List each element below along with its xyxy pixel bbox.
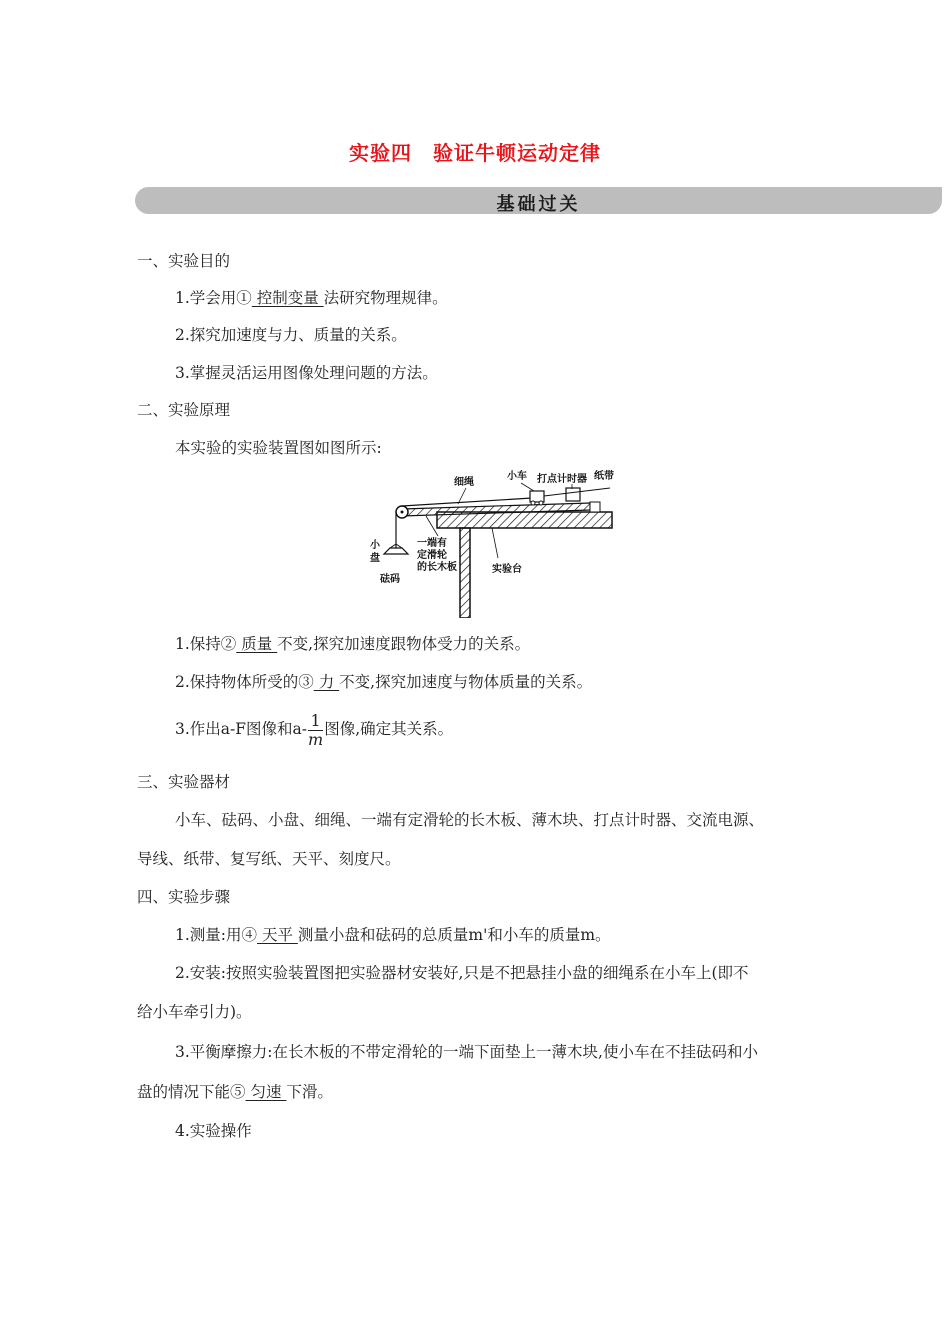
section-heading-equipment: 三、实验器材 [137,773,231,791]
step-2-line-1: 2.安装:按照实验装置图把实验器材安装好,只是不把悬挂小盘的细绳系在小车上(即不 [175,964,749,982]
purpose-item-2: 2.探究加速度与力、质量的关系。 [175,326,407,344]
label-weights: 砝码 [380,574,400,585]
purpose-item-3: 3.掌握灵活运用图像处理问题的方法。 [175,364,438,382]
principle-item-3: 3.作出a-F图像和a- $\frac{1}{m}$ 图像,确定其关系。 [175,710,454,749]
principle-intro: 本实验的实验装置图如图所示: [175,439,382,457]
section-heading-principle: 二、实验原理 [137,401,231,419]
answer-blank-5: 匀速 [245,1083,287,1101]
table-leg [460,528,470,618]
step-2-line-2: 给小车牵引力)。 [137,1003,252,1021]
label-pan-2: 盘 [370,553,380,564]
step-1: 1.测量:用④ 天平 测量小盘和砝码的总质量m'和小车的质量m。 [175,926,611,944]
equipment-line-1: 小车、砝码、小盘、细绳、一端有定滑轮的长木板、薄木块、打点计时器、交流电源、 [175,811,765,829]
document-title: 实验四 验证牛顿运动定律 [349,141,601,165]
step-3-line-2: 盘的情况下能⑤ 匀速 下滑。 [137,1083,333,1101]
wood-block [590,502,600,512]
answer-blank-2: 质量 [236,635,278,653]
label-board-1: 一端有 [417,538,447,549]
label-table: 实验台 [492,564,522,575]
purpose-item-1: 1.学会用① 控制变量 法研究物理规律。 [175,289,448,307]
section-banner [135,187,942,214]
fraction-one-over-m: $\frac{1}{m}$ [308,710,324,749]
label-board-3: 的长木板 [417,562,457,573]
banner-label: 基础过关 [496,194,581,215]
principle-item-1: 1.保持② 质量 不变,探究加速度跟物体受力的关系。 [175,635,531,653]
step-3-line-1: 3.平衡摩擦力:在长木板的不带定滑轮的一端下面垫上一薄木块,使小车在不挂砝码和小 [175,1043,758,1061]
section-heading-purpose: 一、实验目的 [137,252,231,270]
pan [384,548,408,554]
principle-item-2: 2.保持物体所受的③ 力 不变,探究加速度与物体质量的关系。 [175,673,593,691]
step-4: 4.实验操作 [175,1122,252,1140]
timer [566,488,580,501]
answer-blank-4: 天平 [257,926,298,944]
label-tape: 纸带 [594,471,614,482]
answer-blank-1: 控制变量 [251,289,324,307]
section-heading-steps: 四、实验步骤 [137,888,231,906]
equipment-line-2: 导线、纸带、复写纸、天平、刻度尺。 [137,850,401,868]
label-board-2: 定滑轮 [417,550,447,561]
label-cart: 小车 [507,471,527,482]
apparatus-diagram [362,468,614,618]
rope-line [402,498,532,506]
label-rope: 细绳 [454,477,474,488]
label-timer: 打点计时器 [537,474,587,485]
cart [530,491,544,502]
label-pan-1: 小 [370,540,380,551]
answer-blank-3: 力 [313,673,340,691]
